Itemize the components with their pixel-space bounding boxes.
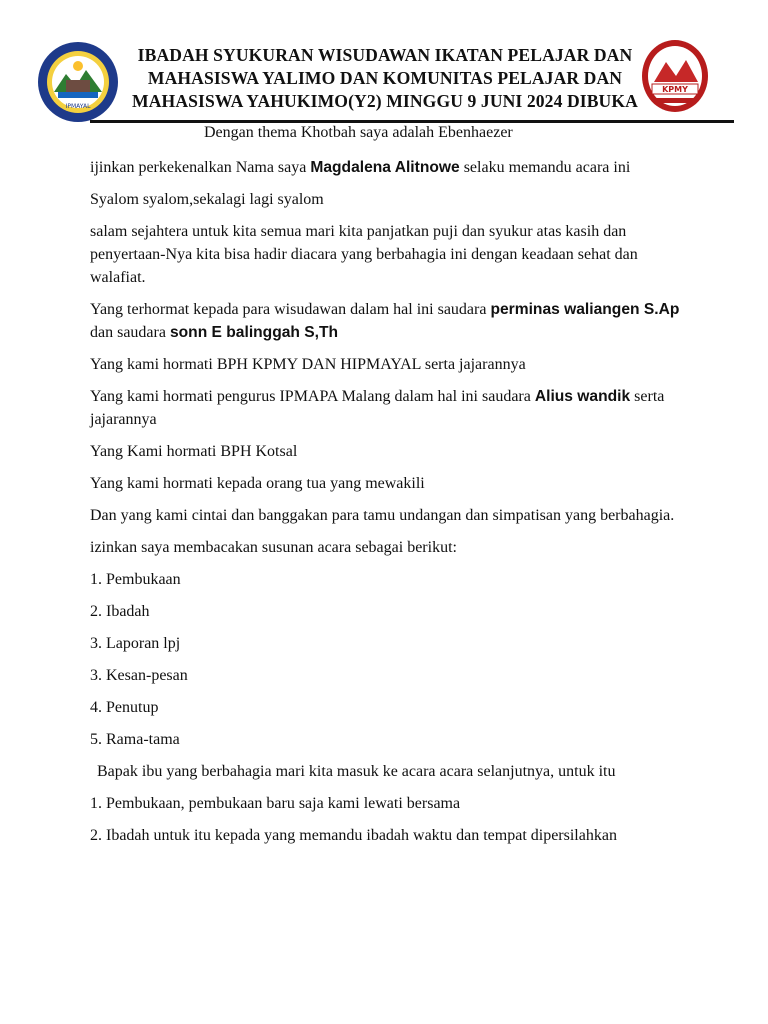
agenda-intro: izinkan saya membacakan susunan acara sebagai berikut: bbox=[90, 539, 457, 556]
graduates-paragraph bbox=[90, 298, 690, 344]
kpmy-logo bbox=[640, 38, 710, 114]
text-run: Yang terhormat kepada para wisudawan dalam hal ini saudara bbox=[90, 301, 491, 318]
theme-line: Dengan thema Khotbah saya adalah Ebenhaezer bbox=[204, 124, 513, 141]
graduate-name-1: perminas waliangen S.Ap bbox=[490, 301, 680, 318]
document-body bbox=[90, 156, 690, 856]
header-divider bbox=[90, 120, 734, 123]
guests-paragraph: Dan yang kami cintai dan banggakan para tamu undangan dan simpatisan yang berbahagia. bbox=[90, 507, 675, 524]
step-worship: 2. Ibadah untuk itu kepada yang memandu ibadah waktu dan tempat dipersilahkan bbox=[90, 827, 617, 844]
agenda-item: 5. Rama-tama bbox=[90, 731, 180, 748]
honor-paragraph-bph: Yang kami hormati BPH KPMY DAN HIPMAYAL serta jajarannya bbox=[90, 356, 526, 373]
text-run: ijinkan perkekenalkan Nama saya bbox=[90, 159, 311, 176]
blessing-paragraph: salam sejahtera untuk kita semua mari kita panjatkan puji dan syukur atas kasih dan penyertaan-Nya kita bisa hadir diacara yang berbahagia ini dengan keadaan sehat dan walafiat. bbox=[90, 223, 638, 286]
logo-right-text: KPMY bbox=[662, 85, 688, 94]
logo-left-text: IPMAYAL bbox=[65, 103, 91, 110]
honor-paragraph-parents: Yang kami hormati kepada orang tua yang mewakili bbox=[90, 475, 425, 492]
honor-paragraph-ipmapa bbox=[90, 385, 690, 431]
graduate-name-2: sonn E balinggah S,Th bbox=[169, 324, 339, 341]
title-line-3: MAHASISWA YAHUKIMO(Y2) MINGGU 9 JUNI 2024 DIBUKA bbox=[132, 91, 638, 111]
text-run: Yang kami hormati pengurus IPMAPA Malang dalam hal ini saudara bbox=[90, 388, 535, 405]
title-line-1: IBADAH SYUKURAN WISUDAWAN IKATAN PELAJAR DAN bbox=[137, 45, 633, 65]
honor-paragraph-kotsal: Yang Kami hormati BPH Kotsal bbox=[90, 443, 298, 460]
text-run: dan saudara bbox=[90, 324, 170, 341]
greeting-paragraph: Syalom syalom,sekalagi lagi syalom bbox=[90, 191, 324, 208]
text-run: serta jajarannya bbox=[90, 388, 665, 428]
agenda-item: 3. Laporan lpj bbox=[90, 635, 181, 652]
agenda-item: 2. Ibadah bbox=[90, 603, 150, 620]
text-run: selaku memandu acara ini bbox=[459, 159, 631, 176]
document-header bbox=[30, 34, 720, 124]
mc-name: Magdalena Alitnowe bbox=[310, 159, 460, 176]
agenda-item: 3. Kesan-pesan bbox=[90, 667, 188, 684]
guest-name: Alius wandik bbox=[534, 388, 631, 405]
intro-paragraph bbox=[90, 156, 690, 179]
ipmayal-logo bbox=[36, 40, 120, 124]
title-line-2: MAHASISWA YALIMO DAN KOMUNITAS PELAJAR DAN bbox=[147, 68, 623, 88]
step-opening: 1. Pembukaan, pembukaan baru saja kami lewati bersama bbox=[90, 795, 461, 812]
agenda-item: 4. Penutup bbox=[90, 699, 159, 716]
transition-paragraph: Bapak ibu yang berbahagia mari kita masuk ke acara acara selanjutnya, untuk itu bbox=[97, 763, 616, 780]
agenda-item: 1. Pembukaan bbox=[90, 571, 181, 588]
page-title bbox=[130, 44, 640, 113]
